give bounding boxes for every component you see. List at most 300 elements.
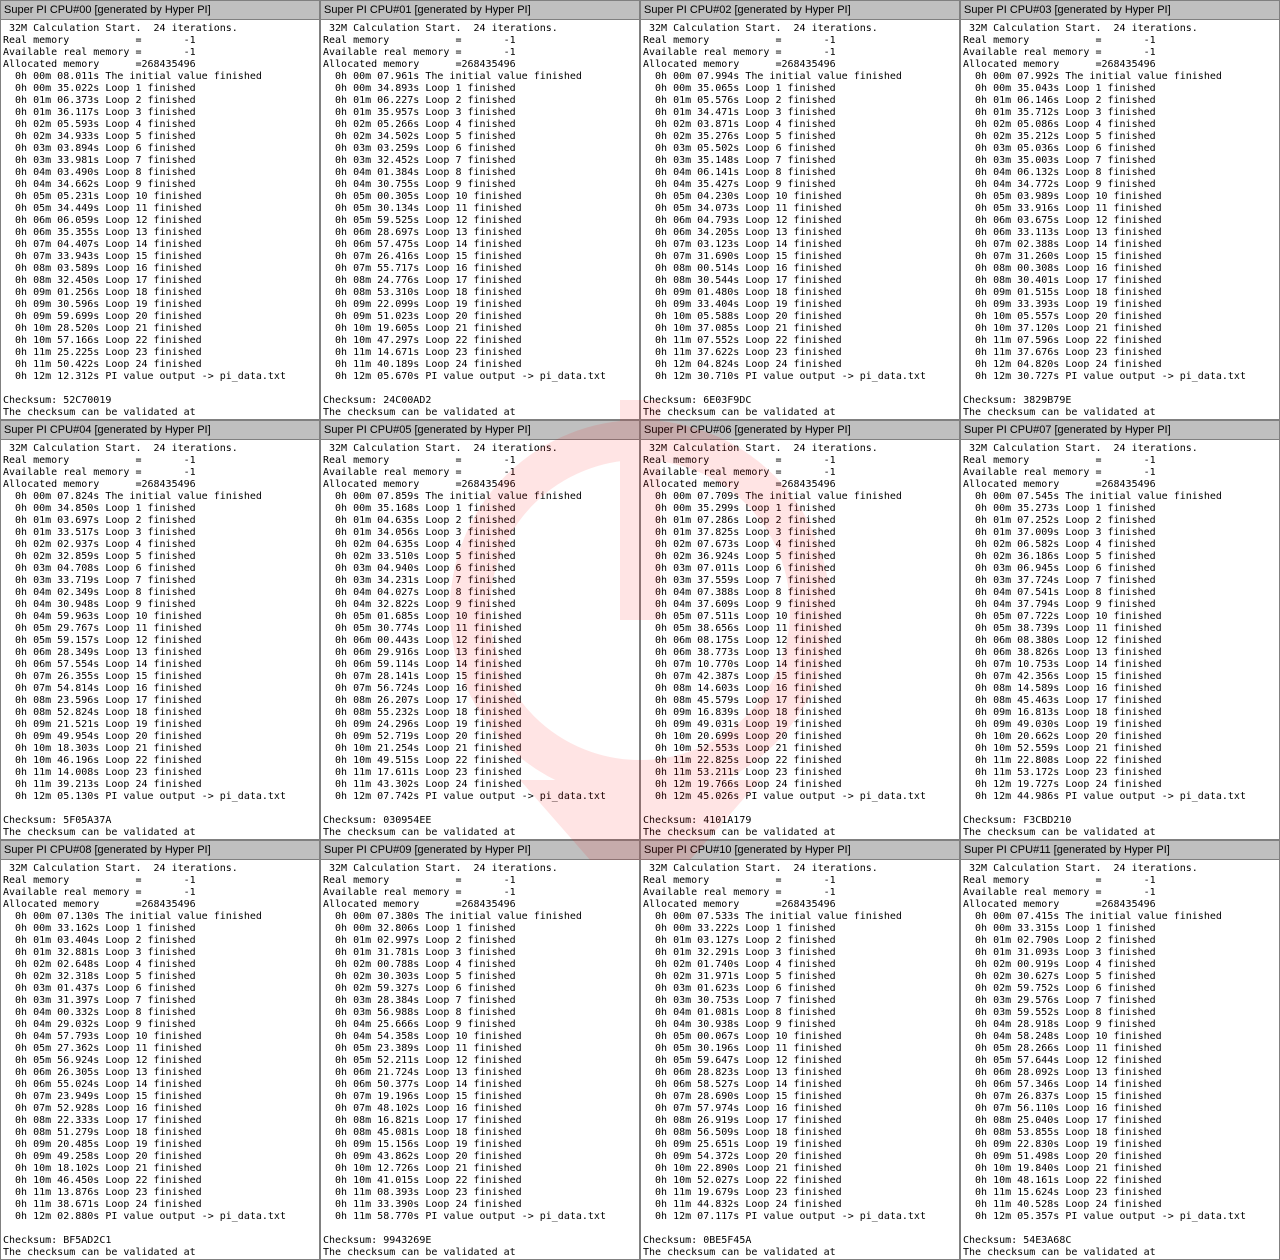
log-line: 0h 02m 02.937s Loop 4 finished [3, 539, 196, 550]
available-memory-line: Available real memory = -1 [323, 887, 516, 898]
log-line: 0h 01m 06.146s Loop 2 finished [963, 95, 1156, 106]
log-line: 0h 10m 46.196s Loop 22 finished [3, 755, 202, 766]
console-output [961, 860, 1279, 1259]
allocated-memory-line: Allocated memory =268435496 [643, 479, 836, 490]
log-line: 0h 06m 08.175s Loop 12 finished [643, 635, 842, 646]
validation-note-line: The checksum can be validated at [323, 407, 516, 418]
log-line: 0h 01m 33.517s Loop 3 finished [3, 527, 196, 538]
log-line: 0h 03m 32.452s Loop 7 finished [323, 155, 516, 166]
log-line: 0h 04m 30.948s Loop 9 finished [3, 599, 196, 610]
log-line: 0h 12m 44.986s PI value output -> pi_data.txt [963, 791, 1246, 802]
log-line: 0h 01m 04.635s Loop 2 finished [323, 515, 516, 526]
log-line: 0h 06m 06.059s Loop 12 finished [3, 215, 202, 226]
log-line: 0h 10m 22.890s Loop 21 finished [643, 1163, 842, 1174]
log-line: 0h 12m 30.710s PI value output -> pi_data.txt [643, 371, 926, 382]
log-line: 0h 11m 13.876s Loop 23 finished [3, 1187, 202, 1198]
validation-note-line: The checksum can be validated at [323, 1247, 516, 1258]
log-line: 0h 02m 36.186s Loop 5 finished [963, 551, 1156, 562]
log-line: 0h 00m 35.043s Loop 1 finished [963, 83, 1156, 94]
checksum-line: Checksum: 3829B79E [963, 395, 1072, 406]
blank-line [323, 803, 639, 815]
log-line: 0h 11m 14.008s Loop 23 finished [3, 767, 202, 778]
log-line: 0h 04m 07.541s Loop 8 finished [963, 587, 1156, 598]
log-line: 0h 04m 28.918s Loop 9 finished [963, 1019, 1156, 1030]
log-line: 0h 03m 35.148s Loop 7 finished [643, 155, 836, 166]
log-line: 0h 01m 05.576s Loop 2 finished [643, 95, 836, 106]
log-line: 0h 09m 15.156s Loop 19 finished [323, 1139, 522, 1150]
real-memory-line: Real memory = -1 [963, 35, 1156, 46]
log-line: 0h 11m 14.671s Loop 23 finished [323, 347, 522, 358]
console-output [1, 860, 319, 1259]
log-line: 0h 10m 49.515s Loop 22 finished [323, 755, 522, 766]
window-titlebar[interactable]: Super PI CPU#06 [generated by Hyper PI] [641, 421, 959, 440]
log-line: 0h 04m 07.388s Loop 8 finished [643, 587, 836, 598]
log-line: 0h 04m 00.332s Loop 8 finished [3, 1007, 196, 1018]
available-memory-line: Available real memory = -1 [643, 467, 836, 478]
log-line: 0h 11m 50.422s Loop 24 finished [3, 359, 202, 370]
real-memory-line: Real memory = -1 [643, 455, 836, 466]
log-line: 0h 09m 49.030s Loop 19 finished [963, 719, 1162, 730]
log-line: 0h 01m 37.825s Loop 3 finished [643, 527, 836, 538]
log-line: 0h 06m 08.380s Loop 12 finished [963, 635, 1162, 646]
available-memory-line: Available real memory = -1 [3, 887, 196, 898]
log-line: 0h 09m 49.031s Loop 19 finished [643, 719, 842, 730]
log-line: 0h 02m 00.919s Loop 4 finished [963, 959, 1156, 970]
log-line: 0h 01m 37.009s Loop 3 finished [963, 527, 1156, 538]
log-line: 0h 00m 07.545s The initial value finished [963, 491, 1222, 502]
log-line: 0h 11m 39.213s Loop 24 finished [3, 779, 202, 790]
superpi-window[interactable] [0, 840, 320, 1260]
log-line: 0h 12m 04.820s Loop 24 finished [963, 359, 1162, 370]
superpi-window[interactable] [640, 0, 960, 420]
log-line: 0h 08m 56.509s Loop 18 finished [643, 1127, 842, 1138]
log-line: 0h 07m 48.102s Loop 16 finished [323, 1103, 522, 1114]
window-titlebar[interactable]: Super PI CPU#04 [generated by Hyper PI] [1, 421, 319, 440]
log-line: 0h 07m 04.407s Loop 14 finished [3, 239, 202, 250]
log-line: 0h 03m 05.036s Loop 6 finished [963, 143, 1156, 154]
log-line: 0h 05m 23.389s Loop 11 finished [323, 1043, 522, 1054]
log-line: 0h 06m 03.675s Loop 12 finished [963, 215, 1162, 226]
log-line: 0h 02m 35.212s Loop 5 finished [963, 131, 1156, 142]
log-line: 0h 12m 02.880s PI value output -> pi_data.txt [3, 1211, 286, 1222]
log-line: 0h 06m 28.092s Loop 13 finished [963, 1067, 1162, 1078]
validation-note-line: The checksum can be validated at [643, 1247, 836, 1258]
log-line: 0h 11m 15.624s Loop 23 finished [963, 1187, 1162, 1198]
log-line: 0h 05m 59.647s Loop 12 finished [643, 1055, 842, 1066]
log-line: 0h 06m 38.826s Loop 13 finished [963, 647, 1162, 658]
log-line: 0h 00m 07.859s The initial value finished [323, 491, 582, 502]
checksum-line: Checksum: 52C70019 [3, 395, 112, 406]
console-output [1, 20, 319, 419]
log-line: 0h 10m 47.297s Loop 22 finished [323, 335, 522, 346]
log-line: 0h 02m 01.740s Loop 4 finished [643, 959, 836, 970]
log-line: 0h 12m 45.026s PI value output -> pi_data.txt [643, 791, 926, 802]
log-line: 0h 10m 52.559s Loop 21 finished [963, 743, 1162, 754]
log-line: 0h 07m 55.717s Loop 16 finished [323, 263, 522, 274]
log-line: 0h 08m 22.333s Loop 17 finished [3, 1115, 202, 1126]
log-line: 0h 09m 54.372s Loop 20 finished [643, 1151, 842, 1162]
allocated-memory-line: Allocated memory =268435496 [3, 59, 196, 70]
log-line: 0h 10m 18.102s Loop 21 finished [3, 1163, 202, 1174]
log-line: 0h 08m 26.207s Loop 17 finished [323, 695, 522, 706]
log-line: 0h 02m 31.971s Loop 5 finished [643, 971, 836, 982]
superpi-window[interactable] [640, 840, 960, 1260]
blank-line [3, 803, 319, 815]
window-titlebar[interactable]: Super PI CPU#02 [generated by Hyper PI] [641, 1, 959, 20]
real-memory-line: Real memory = -1 [963, 455, 1156, 466]
log-line: 0h 09m 30.596s Loop 19 finished [3, 299, 202, 310]
log-line: 0h 02m 00.788s Loop 4 finished [323, 959, 516, 970]
log-line: 0h 07m 26.416s Loop 15 finished [323, 251, 522, 262]
log-line: 0h 12m 07.117s PI value output -> pi_data.txt [643, 1211, 926, 1222]
validation-note-line: The checksum can be validated at [323, 827, 516, 838]
log-line: 0h 04m 06.132s Loop 8 finished [963, 167, 1156, 178]
validation-note-line: The checksum can be validated at [643, 827, 836, 838]
calc-start-line: 32M Calculation Start. 24 iterations. [323, 23, 558, 34]
console-output [321, 860, 639, 1259]
blank-line [963, 383, 1279, 395]
log-line: 0h 05m 07.511s Loop 10 finished [643, 611, 842, 622]
allocated-memory-line: Allocated memory =268435496 [963, 479, 1156, 490]
log-line: 0h 09m 33.393s Loop 19 finished [963, 299, 1162, 310]
log-line: 0h 11m 07.552s Loop 22 finished [643, 335, 842, 346]
log-line: 0h 02m 59.327s Loop 6 finished [323, 983, 516, 994]
log-line: 0h 08m 45.579s Loop 17 finished [643, 695, 842, 706]
log-line: 0h 04m 34.772s Loop 9 finished [963, 179, 1156, 190]
log-line: 0h 11m 22.825s Loop 22 finished [643, 755, 842, 766]
real-memory-line: Real memory = -1 [3, 875, 196, 886]
log-line: 0h 05m 04.230s Loop 10 finished [643, 191, 842, 202]
log-line: 0h 06m 38.773s Loop 13 finished [643, 647, 842, 658]
window-titlebar[interactable]: Super PI CPU#03 [generated by Hyper PI] [961, 1, 1279, 20]
log-line: 0h 08m 53.310s Loop 18 finished [323, 287, 522, 298]
console-output [641, 20, 959, 419]
superpi-window[interactable] [0, 420, 320, 840]
log-line: 0h 06m 35.355s Loop 13 finished [3, 227, 202, 238]
log-line: 0h 09m 25.651s Loop 19 finished [643, 1139, 842, 1150]
log-line: 0h 09m 52.719s Loop 20 finished [323, 731, 522, 742]
log-line: 0h 11m 19.679s Loop 23 finished [643, 1187, 842, 1198]
log-line: 0h 10m 37.085s Loop 21 finished [643, 323, 842, 334]
available-memory-line: Available real memory = -1 [323, 47, 516, 58]
console-output [1, 440, 319, 839]
checksum-line: Checksum: F3CBD210 [963, 815, 1072, 826]
log-line: 0h 01m 36.117s Loop 3 finished [3, 107, 196, 118]
log-line: 0h 01m 06.227s Loop 2 finished [323, 95, 516, 106]
log-line: 0h 04m 37.609s Loop 9 finished [643, 599, 836, 610]
log-line: 0h 00m 07.130s The initial value finished [3, 911, 262, 922]
log-line: 0h 04m 32.822s Loop 9 finished [323, 599, 516, 610]
calc-start-line: 32M Calculation Start. 24 iterations. [3, 23, 238, 34]
allocated-memory-line: Allocated memory =268435496 [3, 479, 196, 490]
log-line: 0h 10m 21.254s Loop 21 finished [323, 743, 522, 754]
blank-line [643, 803, 959, 815]
validation-note-line: The checksum can be validated at [3, 827, 196, 838]
real-memory-line: Real memory = -1 [3, 35, 196, 46]
log-line: 0h 10m 05.588s Loop 20 finished [643, 311, 842, 322]
log-line: 0h 04m 06.141s Loop 8 finished [643, 167, 836, 178]
log-line: 0h 11m 22.808s Loop 22 finished [963, 755, 1162, 766]
calc-start-line: 32M Calculation Start. 24 iterations. [963, 863, 1198, 874]
validation-note-line: The checksum can be validated at [3, 407, 196, 418]
log-line: 0h 02m 05.593s Loop 4 finished [3, 119, 196, 130]
log-line: 0h 07m 02.388s Loop 14 finished [963, 239, 1162, 250]
log-line: 0h 05m 05.231s Loop 10 finished [3, 191, 202, 202]
log-line: 0h 04m 03.490s Loop 8 finished [3, 167, 196, 178]
available-memory-line: Available real memory = -1 [643, 47, 836, 58]
log-line: 0h 02m 36.924s Loop 5 finished [643, 551, 836, 562]
blank-line [323, 383, 639, 395]
log-line: 0h 00m 35.273s Loop 1 finished [963, 503, 1156, 514]
log-line: 0h 07m 23.949s Loop 15 finished [3, 1091, 202, 1102]
calc-start-line: 32M Calculation Start. 24 iterations. [963, 23, 1198, 34]
log-line: 0h 03m 33.719s Loop 7 finished [3, 575, 196, 586]
log-line: 0h 08m 45.081s Loop 18 finished [323, 1127, 522, 1138]
log-line: 0h 07m 42.356s Loop 15 finished [963, 671, 1162, 682]
log-line: 0h 08m 52.824s Loop 18 finished [3, 707, 202, 718]
log-line: 0h 04m 29.032s Loop 9 finished [3, 1019, 196, 1030]
window-titlebar[interactable]: Super PI CPU#10 [generated by Hyper PI] [641, 841, 959, 860]
window-titlebar[interactable]: Super PI CPU#01 [generated by Hyper PI] [321, 1, 639, 20]
log-line: 0h 01m 31.781s Loop 3 finished [323, 947, 516, 958]
log-line: 0h 02m 05.086s Loop 4 finished [963, 119, 1156, 130]
log-line: 0h 12m 30.727s PI value output -> pi_data.txt [963, 371, 1246, 382]
log-line: 0h 04m 02.349s Loop 8 finished [3, 587, 196, 598]
checksum-line: Checksum: 030954EE [323, 815, 432, 826]
allocated-memory-line: Allocated memory =268435496 [643, 899, 836, 910]
log-line: 0h 05m 30.774s Loop 11 finished [323, 623, 522, 634]
log-line: 0h 05m 30.134s Loop 11 finished [323, 203, 522, 214]
log-line: 0h 01m 34.056s Loop 3 finished [323, 527, 516, 538]
available-memory-line: Available real memory = -1 [643, 887, 836, 898]
log-line: 0h 11m 43.302s Loop 24 finished [323, 779, 522, 790]
log-line: 0h 10m 20.699s Loop 20 finished [643, 731, 842, 742]
log-line: 0h 12m 07.742s PI value output -> pi_data.txt [323, 791, 606, 802]
calc-start-line: 32M Calculation Start. 24 iterations. [963, 443, 1198, 454]
superpi-window[interactable] [320, 0, 640, 420]
allocated-memory-line: Allocated memory =268435496 [323, 59, 516, 70]
calc-start-line: 32M Calculation Start. 24 iterations. [323, 863, 558, 874]
log-line: 0h 00m 32.806s Loop 1 finished [323, 923, 516, 934]
blank-line [323, 1223, 639, 1235]
log-line: 0h 11m 37.676s Loop 23 finished [963, 347, 1162, 358]
log-line: 0h 08m 53.855s Loop 18 finished [963, 1127, 1162, 1138]
log-line: 0h 07m 56.724s Loop 16 finished [323, 683, 522, 694]
log-line: 0h 04m 54.358s Loop 10 finished [323, 1031, 522, 1042]
checksum-line: Checksum: 6E03F9DC [643, 395, 752, 406]
blank-line [963, 803, 1279, 815]
checksum-line: Checksum: 5F05A37A [3, 815, 112, 826]
log-line: 0h 00m 35.022s Loop 1 finished [3, 83, 196, 94]
calc-start-line: 32M Calculation Start. 24 iterations. [643, 23, 878, 34]
superpi-window[interactable] [640, 420, 960, 840]
real-memory-line: Real memory = -1 [323, 35, 516, 46]
log-line: 0h 06m 55.024s Loop 14 finished [3, 1079, 202, 1090]
log-line: 0h 09m 01.256s Loop 18 finished [3, 287, 202, 298]
log-line: 0h 12m 19.727s Loop 24 finished [963, 779, 1162, 790]
log-line: 0h 07m 28.141s Loop 15 finished [323, 671, 522, 682]
window-titlebar[interactable]: Super PI CPU#11 [generated by Hyper PI] [961, 841, 1279, 860]
log-line: 0h 11m 38.671s Loop 24 finished [3, 1199, 202, 1210]
log-line: 0h 01m 03.697s Loop 2 finished [3, 515, 196, 526]
log-line: 0h 06m 57.475s Loop 14 finished [323, 239, 522, 250]
log-line: 0h 03m 35.003s Loop 7 finished [963, 155, 1156, 166]
log-line: 0h 06m 33.113s Loop 13 finished [963, 227, 1162, 238]
log-line: 0h 01m 02.790s Loop 2 finished [963, 935, 1156, 946]
log-line: 0h 08m 32.450s Loop 17 finished [3, 275, 202, 286]
log-line: 0h 05m 28.266s Loop 11 finished [963, 1043, 1162, 1054]
log-line: 0h 08m 55.232s Loop 18 finished [323, 707, 522, 718]
log-line: 0h 04m 34.662s Loop 9 finished [3, 179, 196, 190]
log-line: 0h 04m 58.248s Loop 10 finished [963, 1031, 1162, 1042]
superpi-window[interactable] [320, 840, 640, 1260]
window-titlebar[interactable]: Super PI CPU#00 [generated by Hyper PI] [1, 1, 319, 20]
superpi-window[interactable] [960, 0, 1280, 420]
log-line: 0h 09m 59.699s Loop 20 finished [3, 311, 202, 322]
blank-line [643, 1223, 959, 1235]
log-line: 0h 04m 30.755s Loop 9 finished [323, 179, 516, 190]
log-line: 0h 07m 26.837s Loop 15 finished [963, 1091, 1162, 1102]
log-line: 0h 05m 52.211s Loop 12 finished [323, 1055, 522, 1066]
available-memory-line: Available real memory = -1 [323, 467, 516, 478]
log-line: 0h 01m 07.286s Loop 2 finished [643, 515, 836, 526]
log-line: 0h 09m 51.023s Loop 20 finished [323, 311, 522, 322]
log-line: 0h 05m 29.767s Loop 11 finished [3, 623, 202, 634]
real-memory-line: Real memory = -1 [323, 455, 516, 466]
log-line: 0h 11m 25.225s Loop 23 finished [3, 347, 202, 358]
log-line: 0h 08m 00.514s Loop 16 finished [643, 263, 842, 274]
log-line: 0h 09m 01.480s Loop 18 finished [643, 287, 842, 298]
validation-note-line: The checksum can be validated at [963, 827, 1156, 838]
log-line: 0h 08m 14.603s Loop 16 finished [643, 683, 842, 694]
log-line: 0h 03m 30.753s Loop 7 finished [643, 995, 836, 1006]
log-line: 0h 09m 51.498s Loop 20 finished [963, 1151, 1162, 1162]
log-line: 0h 00m 08.011s The initial value finished [3, 71, 262, 82]
superpi-window[interactable] [320, 420, 640, 840]
allocated-memory-line: Allocated memory =268435496 [323, 479, 516, 490]
log-line: 0h 03m 29.576s Loop 7 finished [963, 995, 1156, 1006]
log-line: 0h 07m 19.196s Loop 15 finished [323, 1091, 522, 1102]
superpi-window[interactable] [960, 420, 1280, 840]
superpi-window[interactable] [960, 840, 1280, 1260]
log-line: 0h 11m 40.189s Loop 24 finished [323, 359, 522, 370]
log-line: 0h 00m 33.315s Loop 1 finished [963, 923, 1156, 934]
log-line: 0h 03m 56.988s Loop 8 finished [323, 1007, 516, 1018]
console-output [321, 440, 639, 839]
log-line: 0h 00m 07.415s The initial value finished [963, 911, 1222, 922]
log-line: 0h 03m 34.231s Loop 7 finished [323, 575, 516, 586]
log-line: 0h 08m 00.308s Loop 16 finished [963, 263, 1162, 274]
validation-note-line: The checksum can be validated at [963, 1247, 1156, 1258]
log-line: 0h 12m 12.312s PI value output -> pi_data.txt [3, 371, 286, 382]
superpi-window[interactable] [0, 0, 320, 420]
log-line: 0h 06m 50.377s Loop 14 finished [323, 1079, 522, 1090]
log-line: 0h 08m 14.589s Loop 16 finished [963, 683, 1162, 694]
log-line: 0h 09m 20.485s Loop 19 finished [3, 1139, 202, 1150]
log-line: 0h 06m 26.305s Loop 13 finished [3, 1067, 202, 1078]
console-output [641, 440, 959, 839]
log-line: 0h 08m 16.821s Loop 17 finished [323, 1115, 522, 1126]
log-line: 0h 04m 04.027s Loop 8 finished [323, 587, 516, 598]
allocated-memory-line: Allocated memory =268435496 [323, 899, 516, 910]
log-line: 0h 01m 02.997s Loop 2 finished [323, 935, 516, 946]
window-titlebar[interactable]: Super PI CPU#09 [generated by Hyper PI] [321, 841, 639, 860]
window-titlebar[interactable]: Super PI CPU#08 [generated by Hyper PI] [1, 841, 319, 860]
log-line: 0h 07m 33.943s Loop 15 finished [3, 251, 202, 262]
real-memory-line: Real memory = -1 [643, 875, 836, 886]
log-line: 0h 08m 25.040s Loop 17 finished [963, 1115, 1162, 1126]
log-line: 0h 10m 37.120s Loop 21 finished [963, 323, 1162, 334]
window-titlebar[interactable]: Super PI CPU#07 [generated by Hyper PI] [961, 421, 1279, 440]
real-memory-line: Real memory = -1 [963, 875, 1156, 886]
validation-note-line: The checksum can be validated at [3, 1247, 196, 1258]
log-line: 0h 05m 38.656s Loop 11 finished [643, 623, 842, 634]
log-line: 0h 05m 38.739s Loop 11 finished [963, 623, 1162, 634]
log-line: 0h 11m 17.611s Loop 23 finished [323, 767, 522, 778]
log-line: 0h 08m 23.596s Loop 17 finished [3, 695, 202, 706]
log-line: 0h 05m 34.073s Loop 11 finished [643, 203, 842, 214]
log-line: 0h 09m 16.813s Loop 18 finished [963, 707, 1162, 718]
log-line: 0h 03m 03.894s Loop 6 finished [3, 143, 196, 154]
log-line: 0h 11m 44.832s Loop 24 finished [643, 1199, 842, 1210]
log-line: 0h 02m 30.627s Loop 5 finished [963, 971, 1156, 982]
log-line: 0h 04m 59.963s Loop 10 finished [3, 611, 202, 622]
log-line: 0h 08m 30.401s Loop 17 finished [963, 275, 1162, 286]
log-line: 0h 06m 57.554s Loop 14 finished [3, 659, 202, 670]
log-line: 0h 10m 57.166s Loop 22 finished [3, 335, 202, 346]
checksum-line: Checksum: BF5AD2C1 [3, 1235, 112, 1246]
log-line: 0h 02m 02.648s Loop 4 finished [3, 959, 196, 970]
log-line: 0h 00m 33.162s Loop 1 finished [3, 923, 196, 934]
log-line: 0h 08m 30.544s Loop 17 finished [643, 275, 842, 286]
log-line: 0h 05m 59.525s Loop 12 finished [323, 215, 522, 226]
log-line: 0h 11m 53.172s Loop 23 finished [963, 767, 1162, 778]
log-line: 0h 05m 56.924s Loop 12 finished [3, 1055, 202, 1066]
available-memory-line: Available real memory = -1 [3, 467, 196, 478]
log-line: 0h 10m 12.726s Loop 21 finished [323, 1163, 522, 1174]
log-line: 0h 03m 37.559s Loop 7 finished [643, 575, 836, 586]
log-line: 0h 05m 34.449s Loop 11 finished [3, 203, 202, 214]
log-line: 0h 00m 07.380s The initial value finished [323, 911, 582, 922]
log-line: 0h 07m 10.770s Loop 14 finished [643, 659, 842, 670]
log-line: 0h 11m 33.390s Loop 24 finished [323, 1199, 522, 1210]
real-memory-line: Real memory = -1 [643, 35, 836, 46]
log-line: 0h 02m 34.933s Loop 5 finished [3, 131, 196, 142]
log-line: 0h 07m 57.974s Loop 16 finished [643, 1103, 842, 1114]
log-line: 0h 11m 53.211s Loop 23 finished [643, 767, 842, 778]
log-line: 0h 00m 34.850s Loop 1 finished [3, 503, 196, 514]
log-line: 0h 05m 00.067s Loop 10 finished [643, 1031, 842, 1042]
log-line: 0h 05m 27.362s Loop 11 finished [3, 1043, 202, 1054]
log-line: 0h 07m 42.387s Loop 15 finished [643, 671, 842, 682]
log-line: 0h 03m 33.981s Loop 7 finished [3, 155, 196, 166]
blank-line [963, 1223, 1279, 1235]
window-titlebar[interactable]: Super PI CPU#05 [generated by Hyper PI] [321, 421, 639, 440]
log-line: 0h 03m 06.945s Loop 6 finished [963, 563, 1156, 574]
log-line: 0h 06m 28.349s Loop 13 finished [3, 647, 202, 658]
log-line: 0h 06m 28.697s Loop 13 finished [323, 227, 522, 238]
log-line: 0h 06m 28.823s Loop 13 finished [643, 1067, 842, 1078]
log-line: 0h 01m 03.127s Loop 2 finished [643, 935, 836, 946]
log-line: 0h 06m 57.346s Loop 14 finished [963, 1079, 1162, 1090]
log-line: 0h 11m 08.393s Loop 23 finished [323, 1187, 522, 1198]
calc-start-line: 32M Calculation Start. 24 iterations. [3, 443, 238, 454]
log-line: 0h 03m 37.724s Loop 7 finished [963, 575, 1156, 586]
log-line: 0h 05m 57.644s Loop 12 finished [963, 1055, 1162, 1066]
log-line: 0h 06m 59.114s Loop 14 finished [323, 659, 522, 670]
log-line: 0h 02m 05.266s Loop 4 finished [323, 119, 516, 130]
log-line: 0h 11m 40.528s Loop 24 finished [963, 1199, 1162, 1210]
